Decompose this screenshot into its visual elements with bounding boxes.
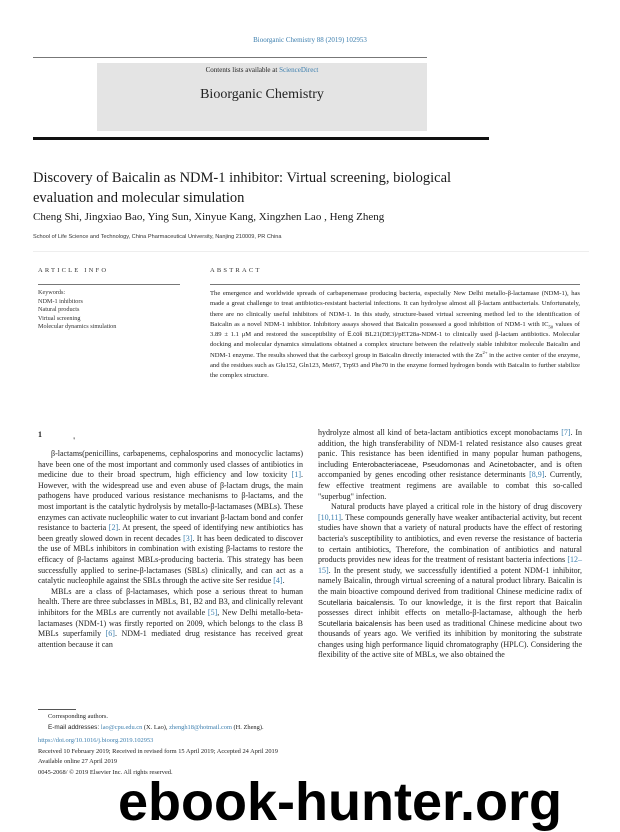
journal-masthead	[97, 63, 427, 131]
email-link-lao[interactable]: lao@cpu.edu.cn	[100, 723, 143, 731]
journal-title: Bioorganic Chemistry	[200, 87, 324, 102]
journal-reference-link[interactable]: Bioorganic Chemistry 88 (2019) 102953	[253, 36, 367, 44]
citation-link[interactable]: [4]	[273, 576, 283, 586]
text-run: MBLs are a class of β-lactamases, which pose a serious threat to human health. There are three subclasses in MBLs, B1, B2 and B3, and clinically relevant inhibitors for the MBLs are currently not available	[38, 586, 303, 617]
text-run: . At present, the speed of identifying new antibiotics has been greatly slowed down in recent decades	[38, 523, 303, 543]
email-name-zheng: (H. Zheng).	[231, 723, 264, 731]
article-title: Discovery of Baicalin as NDM-1 inhibitor: Virtual screening, biological evaluation and molecular simulation	[33, 170, 452, 206]
text-run: hydrolyze almost all kind of beta-lactam antibiotics except monobactams	[318, 428, 562, 437]
keywords-label: Keywords:	[38, 289, 66, 296]
text-run: in the active center of the enzyme, and the residues such as Glu152, Gln123, Met67, Trp93 and Phe70 in the enzyme formed hydrogen bonds with Baicalin to further stabilize the complex structure.	[210, 351, 580, 380]
text-run: Natural products have played a critical role in the history of drug discovery	[331, 502, 582, 512]
citation-link[interactable]: [5]	[207, 607, 218, 617]
paragraph	[318, 502, 582, 661]
citation-link[interactable]: [8,9]	[529, 470, 545, 480]
email-line	[38, 723, 278, 734]
citation-link[interactable]: [1]	[291, 470, 301, 480]
citation-link[interactable]: [7]	[561, 428, 571, 437]
body-column-left	[38, 449, 303, 650]
text-run: β-lactams(penicillins, carbapenems, cephalosporins and monocyclic lactams) have been one of the most important and commonly used classes of antibiotics in medicine due to their broad spectrum, high efficiency and low toxicity	[38, 449, 303, 480]
keywords-block	[38, 289, 116, 332]
watermark: ebook-hunter.org	[118, 772, 562, 832]
keyword: Molecular dynamics simulation	[38, 323, 117, 331]
sciencedirect-link[interactable]: ScienceDirect	[279, 66, 319, 74]
text-run: .	[282, 576, 285, 586]
text-run: values of 3.89 ± 1.1 μM and restored the susceptibility of	[210, 320, 580, 339]
text-run: . In the present study, we successfully identified a potent NDM-1 inhibitor, namely Baicalin, through virtual screening of a natural product library. Baicalin is the main bioactive compound derived from traditional Chinese medicine radix of	[318, 565, 582, 596]
italic-term: Scutellaria baicalensis	[318, 597, 393, 607]
contents-line	[97, 66, 427, 74]
italic-term: Acinetobacter	[489, 459, 535, 469]
paragraph	[38, 587, 303, 651]
citation-link[interactable]: [2]	[108, 523, 119, 533]
footnote-rule	[38, 709, 76, 710]
citation-link[interactable]: [3]	[183, 533, 193, 543]
text-run: . In addition, the high transferability of NDM-1 related resistance also causes great panic. This resistance has been identified in many popular human pathogens, including	[318, 428, 582, 469]
text-run: The emergence and worldwide spreads of carbapenemase producing bacteria, especially New Delhi metallo-β-lactamase (NDM-1), has made a great challenge to treat antibiotics-resistant bacterial infections. It can hydrolyse almost all β-lactam antibacterials. Unfortunately, there are no clinically useful inhibitors of NDM-1. In this study, structure-based virtual screening method led to the identification of Baicalin as a novel NDM-1 inhibitor. Inhibitory assays showed that Baicalin possessed a good inhibition of NDM-1 with IC	[210, 290, 580, 328]
received-dates: Received 10 February 2019; Received in revised form 15 April 2019; Accepted 24 April 2019	[38, 747, 278, 755]
text-run: 50	[548, 324, 554, 330]
keyword: Virtual screening	[38, 314, 81, 322]
paragraph	[38, 449, 303, 587]
copyright: 0045-2068/ © 2019 Elsevier Inc. All rights reserved.	[38, 768, 173, 776]
text-run: and	[469, 459, 490, 469]
keyword: NDM-1 inhibitors	[38, 297, 83, 305]
citation-link[interactable]: [10,11]	[318, 512, 342, 522]
article-info-heading: ARTICLE INFO	[38, 267, 109, 274]
author-list: Cheng Shi, Jingxiao Bao, Ying Sun, Xinyue Kang, Xingzhen Lao , Heng Zheng	[33, 211, 385, 223]
italic-term: Scutellaria baicalensis	[318, 618, 392, 628]
abstract-rule	[210, 284, 580, 285]
text-run: , and is often accompanied by genes encoding other resistance determinants	[318, 459, 582, 480]
italic-term: Enterobacteriaceae	[352, 459, 417, 469]
text-run: . It has been dedicated to discover the use of MBLs inhibitors in combination with existing β-lactams to restore the efficacy of β-lactams against MBLs-producing bacteria. This strategy has been successfully applied to serine-β-lactamases (SBLs) clinically, and can act as a catalytic nucleophile against the SBLs through the active site Ser residue	[38, 533, 304, 586]
corresponding-note: Corresponding authors.	[48, 713, 108, 720]
text-run: . To our knowledge, it is the first report that Baicalin possesses direct inhibit effects on metallo-β-lactamase, although the herb	[318, 597, 582, 618]
text-run: 2+	[482, 349, 488, 355]
body-column-right	[318, 428, 582, 661]
masthead-rule	[33, 137, 489, 140]
italic-term: Pseudomonas	[422, 459, 470, 469]
keyword: Natural products	[38, 306, 80, 314]
contents-prefix: Contents lists available at	[205, 66, 280, 74]
abstract-text	[210, 289, 580, 382]
text-run: . NDM-1 mediated drug resistance has received great attention because it can	[38, 629, 303, 649]
text-run: . However, with the widespread use and even abuse of β-lactam drugs, the main pathogens have produced various resistance mechanisms to β-lactams, and the most important is the catalytic hydrolysis by metallo-β-lactamases (MBLs). These enzymes can activate nucleophilic water to cut invariant β-lactam bond and confer resistance to bacteria	[38, 470, 303, 533]
footnotes	[38, 712, 278, 778]
divider	[33, 251, 589, 252]
email-label: E-mail addresses:	[48, 723, 101, 731]
section-number: 1	[38, 430, 42, 439]
article-info-rule	[38, 284, 180, 285]
email-name-lao: (X. Lao),	[142, 723, 170, 731]
header-rule	[33, 57, 427, 58]
paragraph	[318, 428, 582, 502]
text-run: , New Delhi metallo-beta-lactamases (NDM-1) was firstly reported on 2009, which belongs to the class B MBLs superfamily	[38, 607, 304, 639]
affiliation: School of Life Science and Technology, China Pharmaceutical University, Nanjing 210009, PR China	[33, 234, 282, 240]
doi-link[interactable]: https://doi.org/10.1016/j.bioorg.2019.102953	[38, 737, 154, 744]
text-run: . Currently, few effective treatment regimens are available to combat this so-called "superbug" infection.	[318, 470, 582, 501]
available-online: Available online 27 April 2019	[38, 758, 118, 765]
text-run: . These compounds generally have weaker antibacterial activity, but recent studies have shown that a variety of natural products have the effect of restoring bacteria's susceptibility to antibiotics, and even reverse the resistance of bacteria to certain antibiotics, Therefore, the combination of antibiotics and natural products provides new ideas for the treatment of resistant bacteria infections	[318, 512, 582, 565]
text-run: has been used as traditional Chinese medicine about two thousands of years ago. We verified its inhibition by monitoring the substrate changes using high performance liquid chromatography (HPLC). Considering the flexibility of the active site of MBLs, we also obtained the	[318, 618, 582, 660]
email-link-zheng[interactable]: zhengh18@hotmail.com	[169, 723, 232, 731]
abstract-heading: ABSTRACT	[210, 267, 262, 274]
section-heading-mark: '	[73, 436, 76, 445]
text-run: ,	[416, 459, 423, 469]
citation-link[interactable]: [6]	[105, 629, 115, 639]
citation-link[interactable]: [12–15]	[318, 555, 582, 575]
text-run: BL21(DE3)/pET28a-NDM-1 to clinically used β-lactam antibiotics. Molecular docking and molecular dynamics simulations obtained a complex structure between the relatively stable inhibitor molecule Baicalin and NDM-1 enzyme. The results showed that the carboxyl group in Baicalin directly interacted with the Zn	[210, 331, 581, 359]
italic-term: E.coli	[347, 332, 363, 339]
